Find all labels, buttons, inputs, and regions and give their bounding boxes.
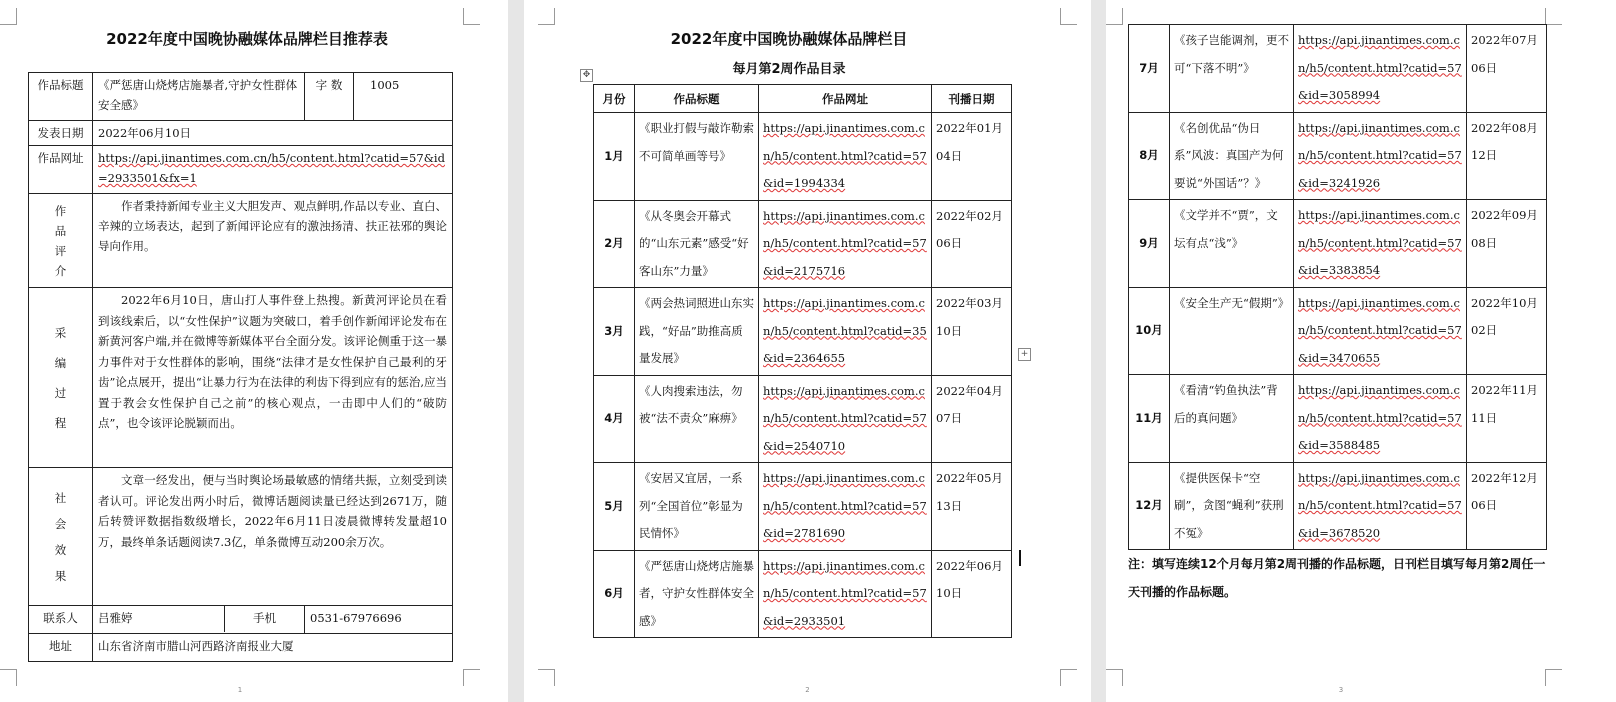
row-url-link[interactable]: https://api.jinantimes.com.cn/h5/content.html?catid=57&id=3241926 [1298,120,1462,190]
four-arrow-move-icon[interactable]: ✥ [580,69,593,82]
page-corner-mark [1545,669,1562,686]
page-corner-mark [0,8,17,25]
row-date[interactable]: 2022年06月10日 [932,550,1012,638]
document-page-2 [524,0,1091,702]
label-work-url: 作品网址 [29,146,93,194]
label-work-title: 作品标题 [29,73,93,121]
row-title[interactable]: 《两会热词照进山东实践，“好品”助推高质量发展》 [635,288,759,376]
row-url[interactable] [759,200,932,288]
label-process [29,288,93,468]
row-title[interactable]: 《安全生产无“假期”》 [1170,287,1294,375]
catalog-title: 2022年度中国晚协融媒体品牌栏目 [670,30,908,48]
row-date[interactable]: 2022年04月07日 [932,375,1012,463]
text-cursor [1019,550,1021,566]
row-month[interactable]: 5月 [594,463,635,551]
value-work-title[interactable]: 《严惩唐山烧烤店施暴者,守护女性群体安全感》 [93,73,305,121]
row-title[interactable]: 《人肉搜索违法，勿被“法不责众”麻痹》 [635,375,759,463]
page-corner-mark [0,669,17,686]
table-row [594,463,1012,551]
table-row [594,200,1012,288]
label-evaluation-text: 作品评介 [54,203,67,278]
row-month[interactable]: 11月 [1129,375,1170,463]
document-page-3 [1106,0,1616,702]
value-social-effect[interactable]: 文章一经发出，便与当时舆论场最敏感的情绪共振，立刻受到读者认可。评论发出两小时后，微博话题阅读量已经达到2671万，随后转赞评数据指数级增长，2022年6月11日凌晨微博转发量超10万，最终单条话题阅读7.3亿，单条微博互动200余万次。 [93,468,453,606]
plus-icon[interactable]: + [1018,348,1031,361]
row-date[interactable]: 2022年10月02日 [1467,287,1547,375]
value-address[interactable]: 山东省济南市腊山河西路济南报业大厦 [93,634,453,662]
header-url: 作品网址 [759,85,932,113]
row-title[interactable]: 《职业打假与敲诈勒索不可简单画等号》 [635,113,759,201]
row-month[interactable]: 6月 [594,550,635,638]
row-title[interactable]: 《文学并不“贾”，文坛有点“浅”》 [1170,200,1294,288]
recommendation-table [28,72,453,662]
row-month[interactable]: 7月 [1129,25,1170,113]
row-url[interactable] [759,113,932,201]
row-month[interactable]: 1月 [594,113,635,201]
row-url-link[interactable]: https://api.jinantimes.com.cn/h5/content.html?catid=57&id=1994334 [763,121,927,190]
document-page-1 [0,0,508,702]
page-corner-mark [538,669,555,686]
page-corner-mark [538,8,555,25]
page-number: 1 [237,686,243,694]
page-corner-mark [1060,8,1077,25]
table-row [1129,287,1547,375]
value-evaluation[interactable]: 作者秉持新闻专业主义大胆发声、观点鲜明,作品以专业、直白、辛辣的立场表达，起到了新闻评论应有的激浊扬清、扶正祛邪的舆论导向作用。 [93,194,453,288]
value-contact[interactable]: 吕雅婷 [93,606,225,632]
table-row [1129,375,1547,463]
row-month[interactable]: 4月 [594,375,635,463]
table-row [594,113,1012,201]
page-number: 2 [805,686,810,694]
label-phone: 手机 [253,611,276,625]
page-corner-mark [1106,669,1123,686]
value-process[interactable]: 2022年6月10日，唐山打人事件登上热搜。新黄河评论员在看到该线索后，以“女性保护”议题为突破口，着手创作新闻评论发布在新黄河客户端,并在微博等新媒体平台全面分发。该评论侧重于这一暴力事件对于女性群体的影响，围绕“法律才是女性保护自己最利的牙齿”论点展开，提出“让暴力行为在法律的利齿下得到应有的惩治,应当置于教会女性保护自己之前”的核心观点，一击即中人们的“破防点”，也令该评论脱颖而出。 [93,288,453,468]
row-url-link[interactable]: https://api.jinantimes.com.cn/h5/content.html?catid=57&id=2175716 [763,208,927,278]
row-title[interactable]: 《孩子岂能调剂，更不可“下落不明”》 [1170,25,1294,113]
row-url-link[interactable]: https://api.jinantimes.com.cn/h5/content.html?catid=57&id=2933501 [763,558,927,628]
row-url[interactable] [759,463,932,551]
value-work-url[interactable] [93,146,453,194]
row-date[interactable]: 2022年11月11日 [1467,375,1547,463]
table-row [1129,25,1547,113]
row-month[interactable]: 2月 [594,200,635,288]
row-url[interactable] [1294,112,1467,200]
row-url[interactable] [1294,287,1467,375]
label-process-text: 采编过程 [54,325,67,430]
header-date: 刊播日期 [932,85,1012,113]
contact-phone-row [93,606,304,632]
row-title[interactable]: 《看清“钓鱼执法”背后的真问题》 [1170,375,1294,463]
row-url-link[interactable]: https://api.jinantimes.com.cn/h5/content.html?catid=57&id=3588485 [1298,383,1462,452]
table-row [1129,462,1547,550]
monthly-catalog-table-continued [1128,24,1547,550]
row-date[interactable]: 2022年12月06日 [1467,462,1547,550]
row-url[interactable] [759,550,932,638]
label-contact: 联系人 [29,606,93,634]
footnote: 注：填写连续12个月每月第2周刊播的作品标题，日刊栏目填写每月第2周任一天刊播的作品标题。 [1128,557,1546,599]
value-publish-date[interactable]: 2022年06月10日 [93,121,453,146]
table-header-row [594,85,1012,113]
table-row [1129,200,1547,288]
row-month[interactable]: 9月 [1129,200,1170,288]
row-url[interactable] [1294,200,1467,288]
row-url-link[interactable]: https://api.jinantimes.com.cn/h5/content.html?catid=57&id=3678520 [1298,470,1462,540]
row-month[interactable]: 10月 [1129,287,1170,375]
label-address: 地址 [29,634,93,662]
contact-phone-cell [93,606,305,634]
row-title[interactable]: 《从冬奥会开幕式的“山东元素”感受“好客山东”力量》 [635,200,759,288]
table-row [594,550,1012,638]
row-date[interactable]: 2022年09月08日 [1467,200,1547,288]
row-month[interactable]: 3月 [594,288,635,376]
row-date[interactable]: 2022年02月06日 [932,200,1012,288]
row-date[interactable]: 2022年03月10日 [932,288,1012,376]
row-url-link[interactable]: https://api.jinantimes.com.cn/h5/content.html?catid=57&id=3383854 [1298,208,1462,277]
row-url[interactable] [1294,25,1467,113]
row-date[interactable]: 2022年05月13日 [932,463,1012,551]
label-social-effect-text: 社会效果 [54,490,67,583]
table-row [1129,112,1547,200]
work-url-link[interactable]: https://api.jinantimes.com.cn/h5/content.html?catid=57&id=2933501&fx=1 [98,151,445,185]
label-publish-date: 发表日期 [29,121,93,146]
header-month: 月份 [594,85,635,113]
table-row [594,288,1012,376]
page-corner-mark [1060,669,1077,686]
page-corner-mark [1106,8,1123,25]
page-corner-mark [463,669,480,686]
row-url-link[interactable]: https://api.jinantimes.com.cn/h5/content.html?catid=57&id=2781690 [763,471,927,540]
page-number: 3 [1338,686,1344,694]
row-title[interactable]: 《提供医保卡“空刷”，贪图“蝇利”获刑不冤》 [1170,462,1294,550]
monthly-catalog-table [593,84,1012,638]
label-evaluation [29,194,93,288]
page-corner-mark [1545,8,1562,25]
row-url[interactable] [759,288,932,376]
row-url-link[interactable]: https://api.jinantimes.com.cn/h5/content.html?catid=57&id=3058994 [1298,33,1462,102]
row-title[interactable]: 《名创优品“伪日系”风波：真国产为何要说“外国话”？》 [1170,112,1294,200]
row-url[interactable] [1294,462,1467,550]
row-url[interactable] [759,375,932,463]
row-date[interactable]: 2022年08月12日 [1467,112,1547,200]
row-url-link[interactable]: https://api.jinantimes.com.cn/h5/content.html?catid=57&id=2540710 [763,383,927,453]
row-month[interactable]: 8月 [1129,112,1170,200]
row-month[interactable]: 12月 [1129,462,1170,550]
page-title: 2022年度中国晚协融媒体品牌栏目推荐表 [106,30,388,48]
row-date[interactable]: 2022年07月06日 [1467,25,1547,113]
row-date[interactable]: 2022年01月04日 [932,113,1012,201]
row-title[interactable]: 《安居又宜居，一系列“全国首位”彰显为民情怀》 [635,463,759,551]
table-row [594,375,1012,463]
row-title[interactable]: 《严惩唐山烧烤店施暴者，守护女性群体安全感》 [635,550,759,638]
page-corner-mark [463,8,480,25]
value-phone[interactable]: 0531-67976696 [305,606,453,634]
label-social-effect [29,468,93,606]
row-url-link[interactable]: https://api.jinantimes.com.cn/h5/content.html?catid=57&id=3470655 [1298,295,1462,365]
catalog-subtitle: 每月第2周作品目录 [732,62,846,77]
header-title: 作品标题 [635,85,759,113]
label-word-count: 字 数 [305,73,354,121]
row-url[interactable] [1294,375,1467,463]
value-word-count[interactable]: 1005 [354,73,453,121]
row-url-link[interactable]: https://api.jinantimes.com.cn/h5/content.html?catid=35&id=2364655 [763,296,927,365]
